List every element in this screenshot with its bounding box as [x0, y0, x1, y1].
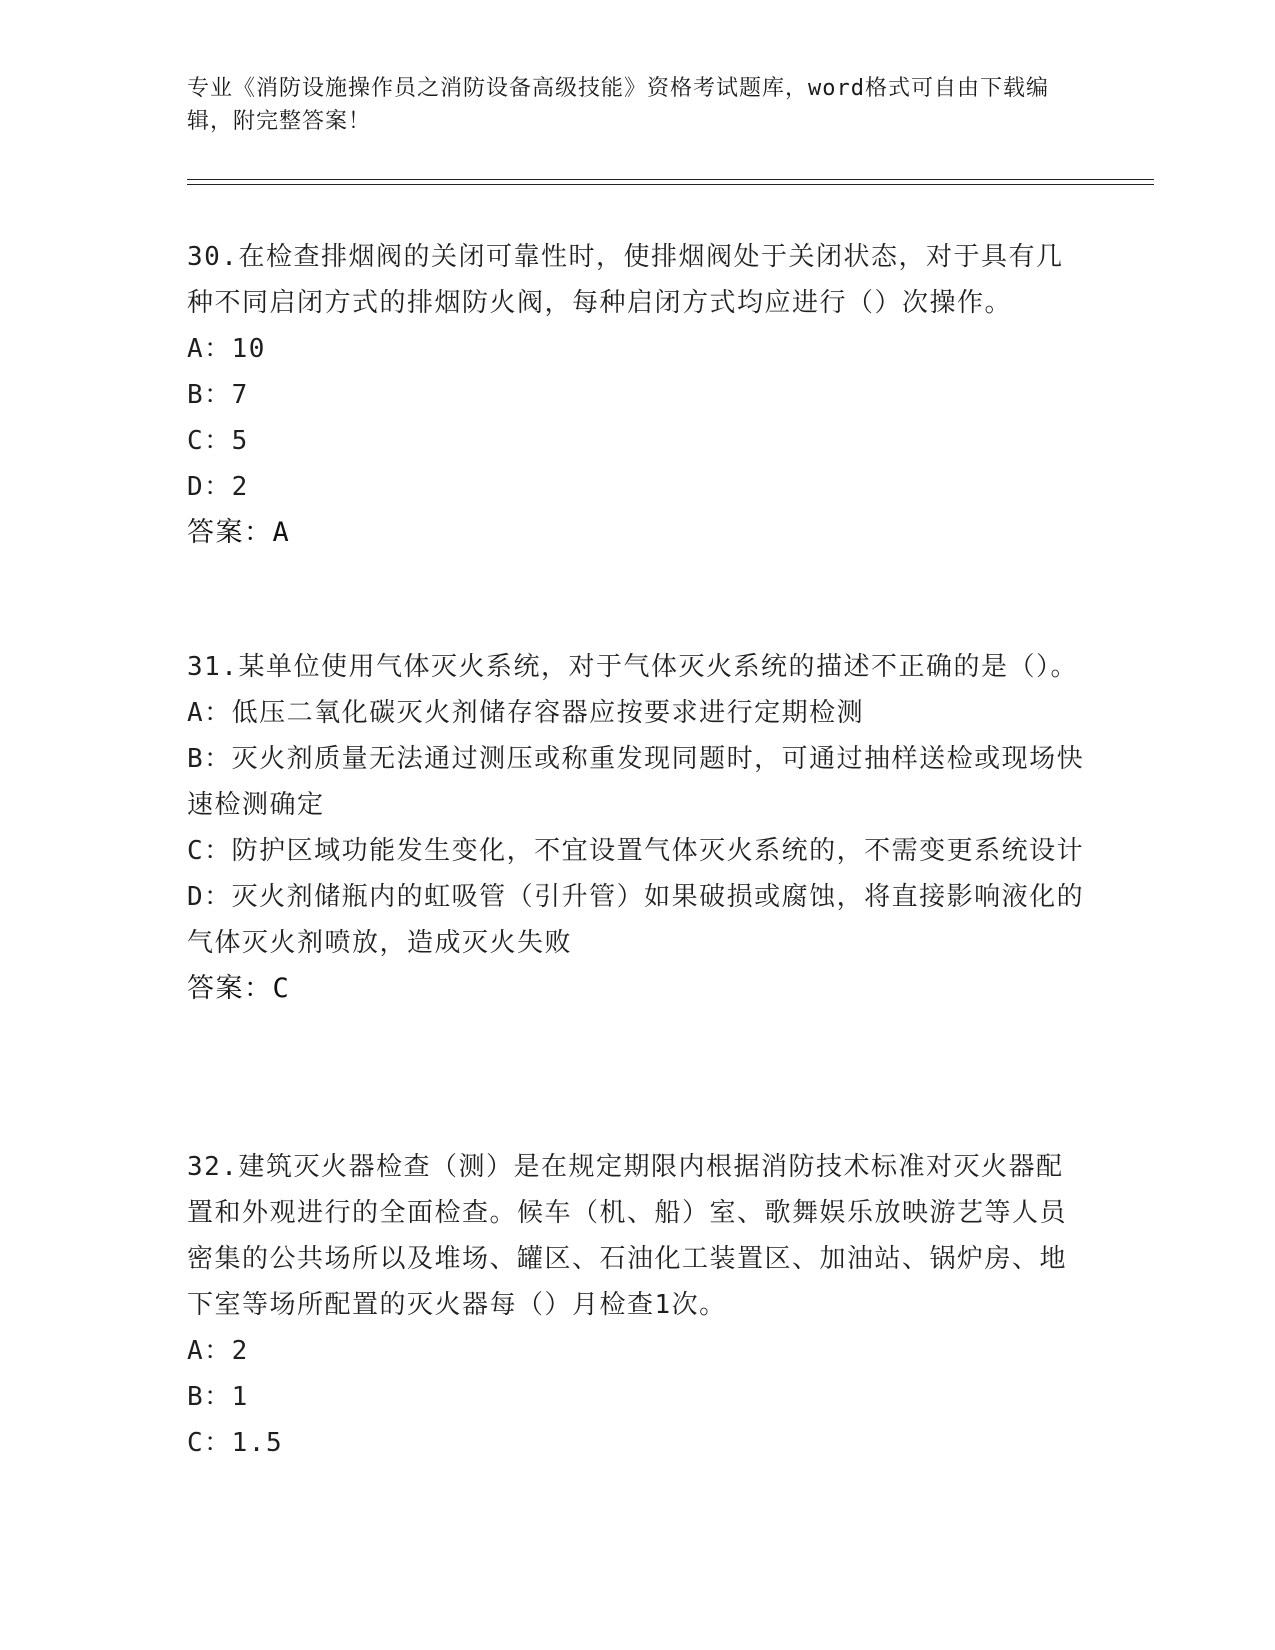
header-divider-top — [187, 179, 1154, 180]
document-header: 专业《消防设施操作员之消防设备高级技能》资格考试题库，word格式可自由下载编辑，附完整答案！ — [187, 76, 1049, 134]
option-c: C：防护区域功能发生变化，不宜设置气体灭火系统的，不需变更系统设计 — [187, 836, 1085, 866]
option-c: C：1.5 — [187, 1428, 284, 1458]
option-a: A：10 — [187, 334, 266, 364]
header-divider-bottom — [187, 184, 1154, 185]
question-text: 31.某单位使用气体灭火系统，对于气体灭火系统的描述不正确的是（）。 — [187, 652, 1078, 682]
answer: 答案：A — [187, 517, 291, 548]
question-text: 32.建筑灭火器检查（测）是在规定期限内根据消防技术标准对灭火器配置和外观进行的全面检查。候车（机、船）室、歌舞娱乐放映游艺等人员密集的公共场所以及堆场、罐区、石油化工装置区、加油站、锅炉房、地下室等场所配置的灭火器每（）月检查1次。 — [187, 1152, 1068, 1320]
question-text: 30.在检查排烟阀的关闭可靠性时，使排烟阀处于关闭状态，对于具有几种不同启闭方式的排烟防火阀，每种启闭方式均应进行（）次操作。 — [187, 242, 1064, 318]
question-31 — [187, 644, 1087, 1012]
option-d: D：2 — [187, 472, 249, 502]
option-b: B：7 — [187, 380, 249, 410]
answer: 答案：C — [187, 973, 291, 1004]
question-32 — [187, 1144, 1087, 1466]
question-30 — [187, 234, 1087, 556]
option-b: B：1 — [187, 1382, 249, 1412]
option-d: D：灭火剂储瓶内的虹吸管（引升管）如果破损或腐蚀，将直接影响液化的气体灭火剂喷放，造成灭火失败 — [187, 882, 1085, 958]
option-a: A：2 — [187, 1336, 249, 1366]
option-c: C：5 — [187, 426, 249, 456]
option-a: A：低压二氧化碳灭火剂储存容器应按要求进行定期检测 — [187, 698, 865, 728]
option-b: B：灭火剂质量无法通过测压或称重发现同题时，可通过抽样送检或现场快速检测确定 — [187, 744, 1085, 820]
